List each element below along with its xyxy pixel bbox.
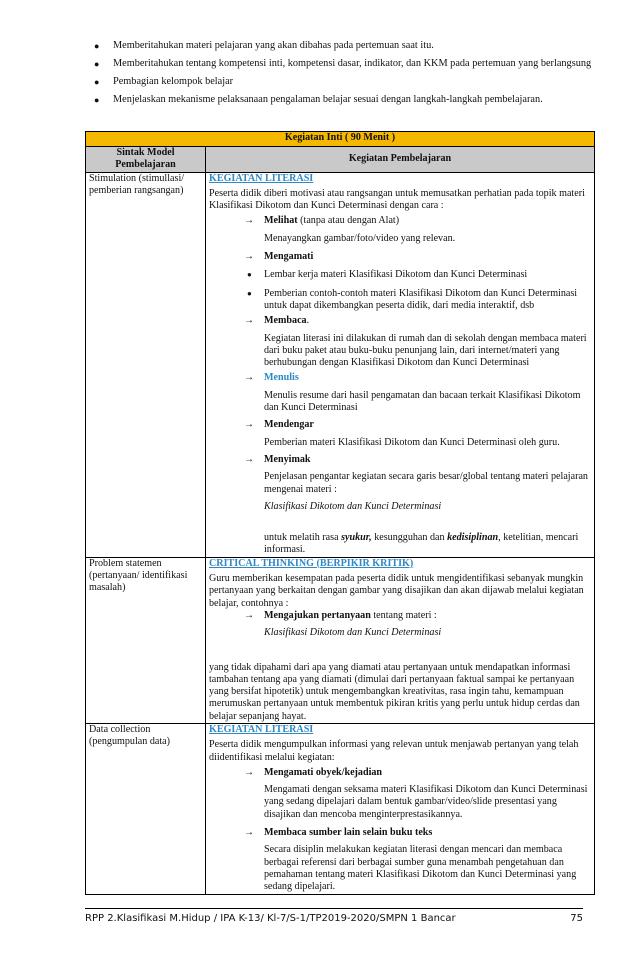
page-number: 75 [570,913,583,924]
section-heading: KEGIATAN LITERASI [209,172,314,184]
bullet-item: ● Pembagian kelompok belajar [94,75,234,87]
row-content-stimulation: KEGIATAN LITERASI Peserta didik diberi motivasi atau rangsangan untuk memusatkan perhatian pada topik materi Klasifikasi Dikotom dan Kunci Determinasi dengan cara : → Melihat (tanpa atau dengan Alat) Menayangkan gambar/foto/video yang relevan. → Mengamati ● Lembar kerja materi Klasifikasi Dikotom dan Kunci Determinasi ● Pemberian contoh-contoh materi Klasifikasi Dikotom dan Kunci Determinasi untuk dapat dikembangkan peserta didik, dari media interaktif, dsb → Membaca. Kegiatan literasi ini dilakukan di rumah dan di sekolah dengan membaca materi dari buku paket atau buku-buku penunjang lain, dari internet/materi yang berhubungan dengan Klasifikasi Dikotom dan Kunci Determinasi → Menulis Menulis resume dari hasil pengamatan dan bacaan terkait Klasifikasi Dikotom dan Kunci Determinasi → Mendengar Pemberian materi Klasifikasi Dikotom dan Kunci Determinasi oleh guru. → Menyimak Penjelasan pengantar kegiatan secara garis besar/global tentang materi pelajaran mengenai materi : Klasifikasi Dikotom dan Kunci Determinasi untuk melatih rasa syukur, kesungguhan dan kedisiplinan, ketelitian, mencari informasi. [206,172,595,557]
arrow-icon: → [244,419,255,431]
section-heading: CRITICAL THINKING (BERPIKIR KRITIK) [209,557,414,569]
arrow-icon: → [244,827,255,839]
column-header-sintak: Sintak Model Pembelajaran [86,147,206,173]
bullet-icon: ● [247,288,252,298]
table-row [86,172,595,557]
arrow-icon: → [244,609,255,621]
bullet-item: ● Memberitahukan materi pelajaran yang akan dibahas pada pertemuan saat itu. [94,40,434,51]
table-title: Kegiatan Inti ( 90 Menit ) [86,132,595,147]
column-header-kegiatan: Kegiatan Pembelajaran [206,147,595,173]
table-row [86,557,595,723]
row-content-data-collection: KEGIATAN LITERASI Peserta didik mengumpulkan informasi yang relevan untuk menjawab pertanyan yang telah diidentifikasi melalui kegiatan: → Mengamati obyek/kejadian Mengamati dengan seksama materi Klasifikasi Dikotom dan Kunci Determinasi yang sedang dipelajari dalam bentuk gambar/video/slide presentasi yang disajikan dan mencoba menginterprestasikannya. → Membaca sumber lain selain buku teks Secara disiplin melakukan kegiatan literasi dengan mencari dan membaca berbagai referensi dari berbagai sumber guna menambah pengetahuan dan pemahaman tentang materi Klasifikasi Dikotom dan Kunci Determinasi yang sedang dipelajari. [206,723,595,894]
section-heading: KEGIATAN LITERASI [209,723,314,735]
arrow-icon: → [244,215,255,227]
arrow-icon: → [244,766,255,778]
arrow-icon: → [244,251,255,263]
row-label-data-collection: Data collection (pengumpulan data) [86,723,206,894]
row-label-stimulation: Stimulation (stimullasi/ pemberian rangsangan) [86,172,206,557]
table-row [86,723,595,894]
kegiatan-inti-table [85,131,595,895]
bullet-list [85,40,595,112]
row-content-problem: CRITICAL THINKING (BERPIKIR KRITIK) Guru memberikan kesempatan pada peserta didik untuk mengidentifikasi sebanyak mungkin pertanyaan yang berkaitan dengan gambar yang disajikan dan akan dijawab melalui kegiatan belajar, contohnya : → Mengajukan pertanyaan tentang materi : Klasifikasi Dikotom dan Kunci Determinasi yang tidak dipahami dari apa yang diamati atau pertanyaan untuk mendapatkan informasi tambahan tentang apa yang diamati (dimulai dari pertanyaan faktual sampai ke pertanyaan yang bersifat hipotetik) untuk mengembangkan kreativitas, rasa ingin tahu, kemampuan merumuskan pertanyaan untuk membentuk pikiran kritis yang perlu untuk hidup cerdas dan belajar sepanjang hayat. [206,557,595,723]
bullet-item: ● Menjelaskan mekanisme pelaksanaan pengalaman belajar sesuai dengan langkah-langkah pembelajaran. [94,93,543,105]
bullet-icon: ● [247,270,252,280]
arrow-icon: → [244,453,255,465]
bullet-icon: ● [94,58,100,69]
bullet-icon: ● [94,94,100,105]
bullet-icon: ● [94,41,100,51]
arrow-icon: → [244,372,255,384]
bullet-icon: ● [94,76,100,87]
bullet-item: ● Memberitahukan tentang kompetensi inti, kompetensi dasar, indikator, dan KKM pada pertemuan yang berlangsung [94,57,592,69]
footer-text: RPP 2.Klasifikasi M.Hidup / IPA K-13/ Kl-7/S-1/TP2019-2020/SMPN 1 Bancar [85,913,456,924]
page-footer [85,908,583,924]
arrow-icon: → [244,315,255,327]
row-label-problem: Problem statemen (pertanyaan/ identifikasi masalah) [86,557,206,723]
